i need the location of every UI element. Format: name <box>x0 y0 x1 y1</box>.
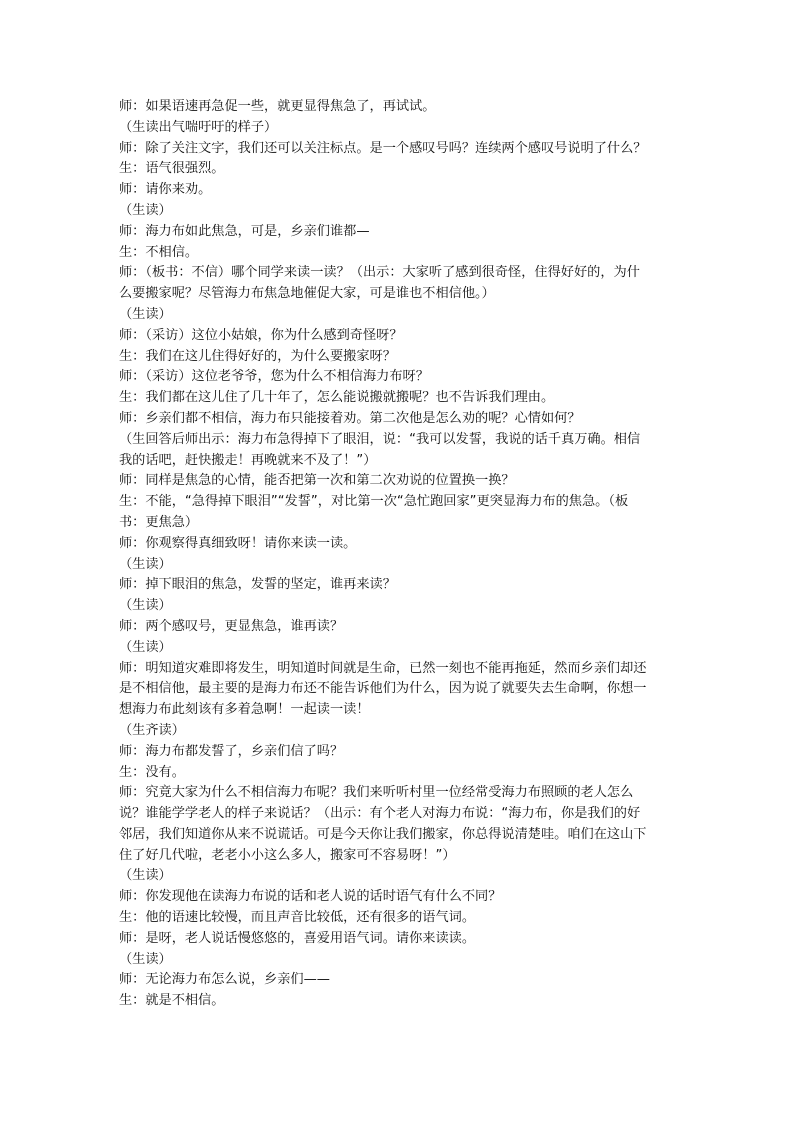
transcript-line: 书：更焦急） <box>119 514 199 530</box>
transcript-line: （生读） <box>119 868 172 884</box>
transcript-line: （生读） <box>119 556 172 572</box>
transcript-line: 师：如果语速再急促一些，就更显得焦急了，再试试。 <box>119 99 436 114</box>
transcript-line: 师：你观察得真细致呀！请你来读一读。 <box>119 535 357 551</box>
transcript-line: （生齐读） <box>119 722 185 738</box>
transcript-line: 师：除了关注文字，我们还可以关注标点。是一个感叹号吗？连续两个感叹号说明了什么？ <box>119 140 647 156</box>
transcript-line: 生：我们在这儿住得好好的，为什么要搬家呀？ <box>119 348 396 364</box>
transcript-line: 师：同样是焦急的心情，能否把第一次和第二次劝说的位置换一换？ <box>119 473 515 489</box>
transcript-line: 师：两个感叹号，更显焦急，谁再读？ <box>119 618 344 634</box>
transcript-line: 生：不能，“急得掉下眼泪”“发誓”，对比第一次“急忙跑回家”更突显海力布的焦急。（板 <box>119 494 629 510</box>
transcript-line: 么要搬家呢？尽管海力布焦急地催促大家，可是谁也不相信他。） <box>119 286 495 302</box>
transcript-line: 师：乡亲们都不相信，海力布只能接着劝。第二次他是怎么劝的呢？心情如何？ <box>119 410 581 426</box>
transcript-line: （生读） <box>119 951 172 967</box>
transcript-line: 是不相信他，最主要的是海力布还不能告诉他们为什么，因为说了就要失去生命啊，你想一 <box>119 681 647 697</box>
transcript-line: （生读） <box>119 598 172 614</box>
transcript-line: 师：明知道灾难即将发生，明知道时间就是生命，已然一刻也不能再拖延，然而乡亲们却还 <box>119 660 647 676</box>
transcript-line: 生：语气很强烈。 <box>119 161 225 177</box>
transcript-line: （生读） <box>119 306 172 322</box>
transcript-line: 师：请你来劝。 <box>119 182 212 198</box>
transcript-line: （生读） <box>119 202 172 218</box>
transcript-line: 生：没有。 <box>119 764 185 780</box>
transcript-line: 师：海力布如此焦急，可是，乡亲们谁都— <box>119 223 370 239</box>
transcript-line: 说？谁能学学老人的样子来说话？（出示：有个老人对海力布说：“海力布，你是我们的好 <box>119 806 641 822</box>
transcript-line: （生读） <box>119 639 172 655</box>
transcript-line: 生：就是不相信。 <box>119 993 225 1009</box>
transcript-line: 我的话吧，赶快搬走！再晚就来不及了！”） <box>119 452 377 468</box>
transcript-line: （生读出气喘吁吁的样子） <box>119 119 278 135</box>
transcript-line: 师：是呀，老人说话慢悠悠的，喜爱用语气词。请你来读读。 <box>119 930 476 946</box>
transcript-line: 生：我们都在这儿住了几十年了，怎么能说搬就搬呢？也不告诉我们理由。 <box>119 390 555 406</box>
transcript-line: 师：海力布都发誓了，乡亲们信了吗？ <box>119 743 344 759</box>
transcript-line: 师：你发现他在读海力布说的话和老人说的话时语气有什么不同？ <box>119 889 502 905</box>
transcript-line: 师：究竟大家为什么不相信海力布呢？我们来听听村里一位经常受海力布照顾的老人怎么 <box>119 785 634 801</box>
transcript-line: 生：不相信。 <box>119 244 199 260</box>
lesson-transcript <box>119 97 675 1012</box>
transcript-line: 住了好几代啦，老老小小这么多人，搬家可不容易呀！”） <box>119 847 456 863</box>
transcript-line: （生回答后师出示：海力布急得掉下了眼泪，说：“我可以发誓，我说的话千真万确。相信 <box>119 431 641 447</box>
transcript-line: 邻居，我们知道你从来不说谎话。可是今天你让我们搬家，你总得说清楚哇。咱们在这山下 <box>119 826 647 842</box>
transcript-line: 生：他的语速比较慢，而且声音比较低，还有很多的语气词。 <box>119 910 476 926</box>
transcript-line: 师：（采访）这位老爷爷，您为什么不相信海力布呀？ <box>119 369 429 385</box>
transcript-line: 想海力布此刻该有多着急啊！一起读一读！ <box>119 702 370 718</box>
transcript-line: 师：掉下眼泪的焦急，发誓的坚定，谁再来读？ <box>119 577 396 593</box>
transcript-line: 师：无论海力布怎么说，乡亲们—— <box>119 972 330 988</box>
transcript-line: 师：（板书：不信）哪个同学来读一读？（出示：大家听了感到很奇怪，住得好好的，为什 <box>119 265 640 281</box>
transcript-line: 师：（采访）这位小姑娘，你为什么感到奇怪呀？ <box>119 327 403 343</box>
